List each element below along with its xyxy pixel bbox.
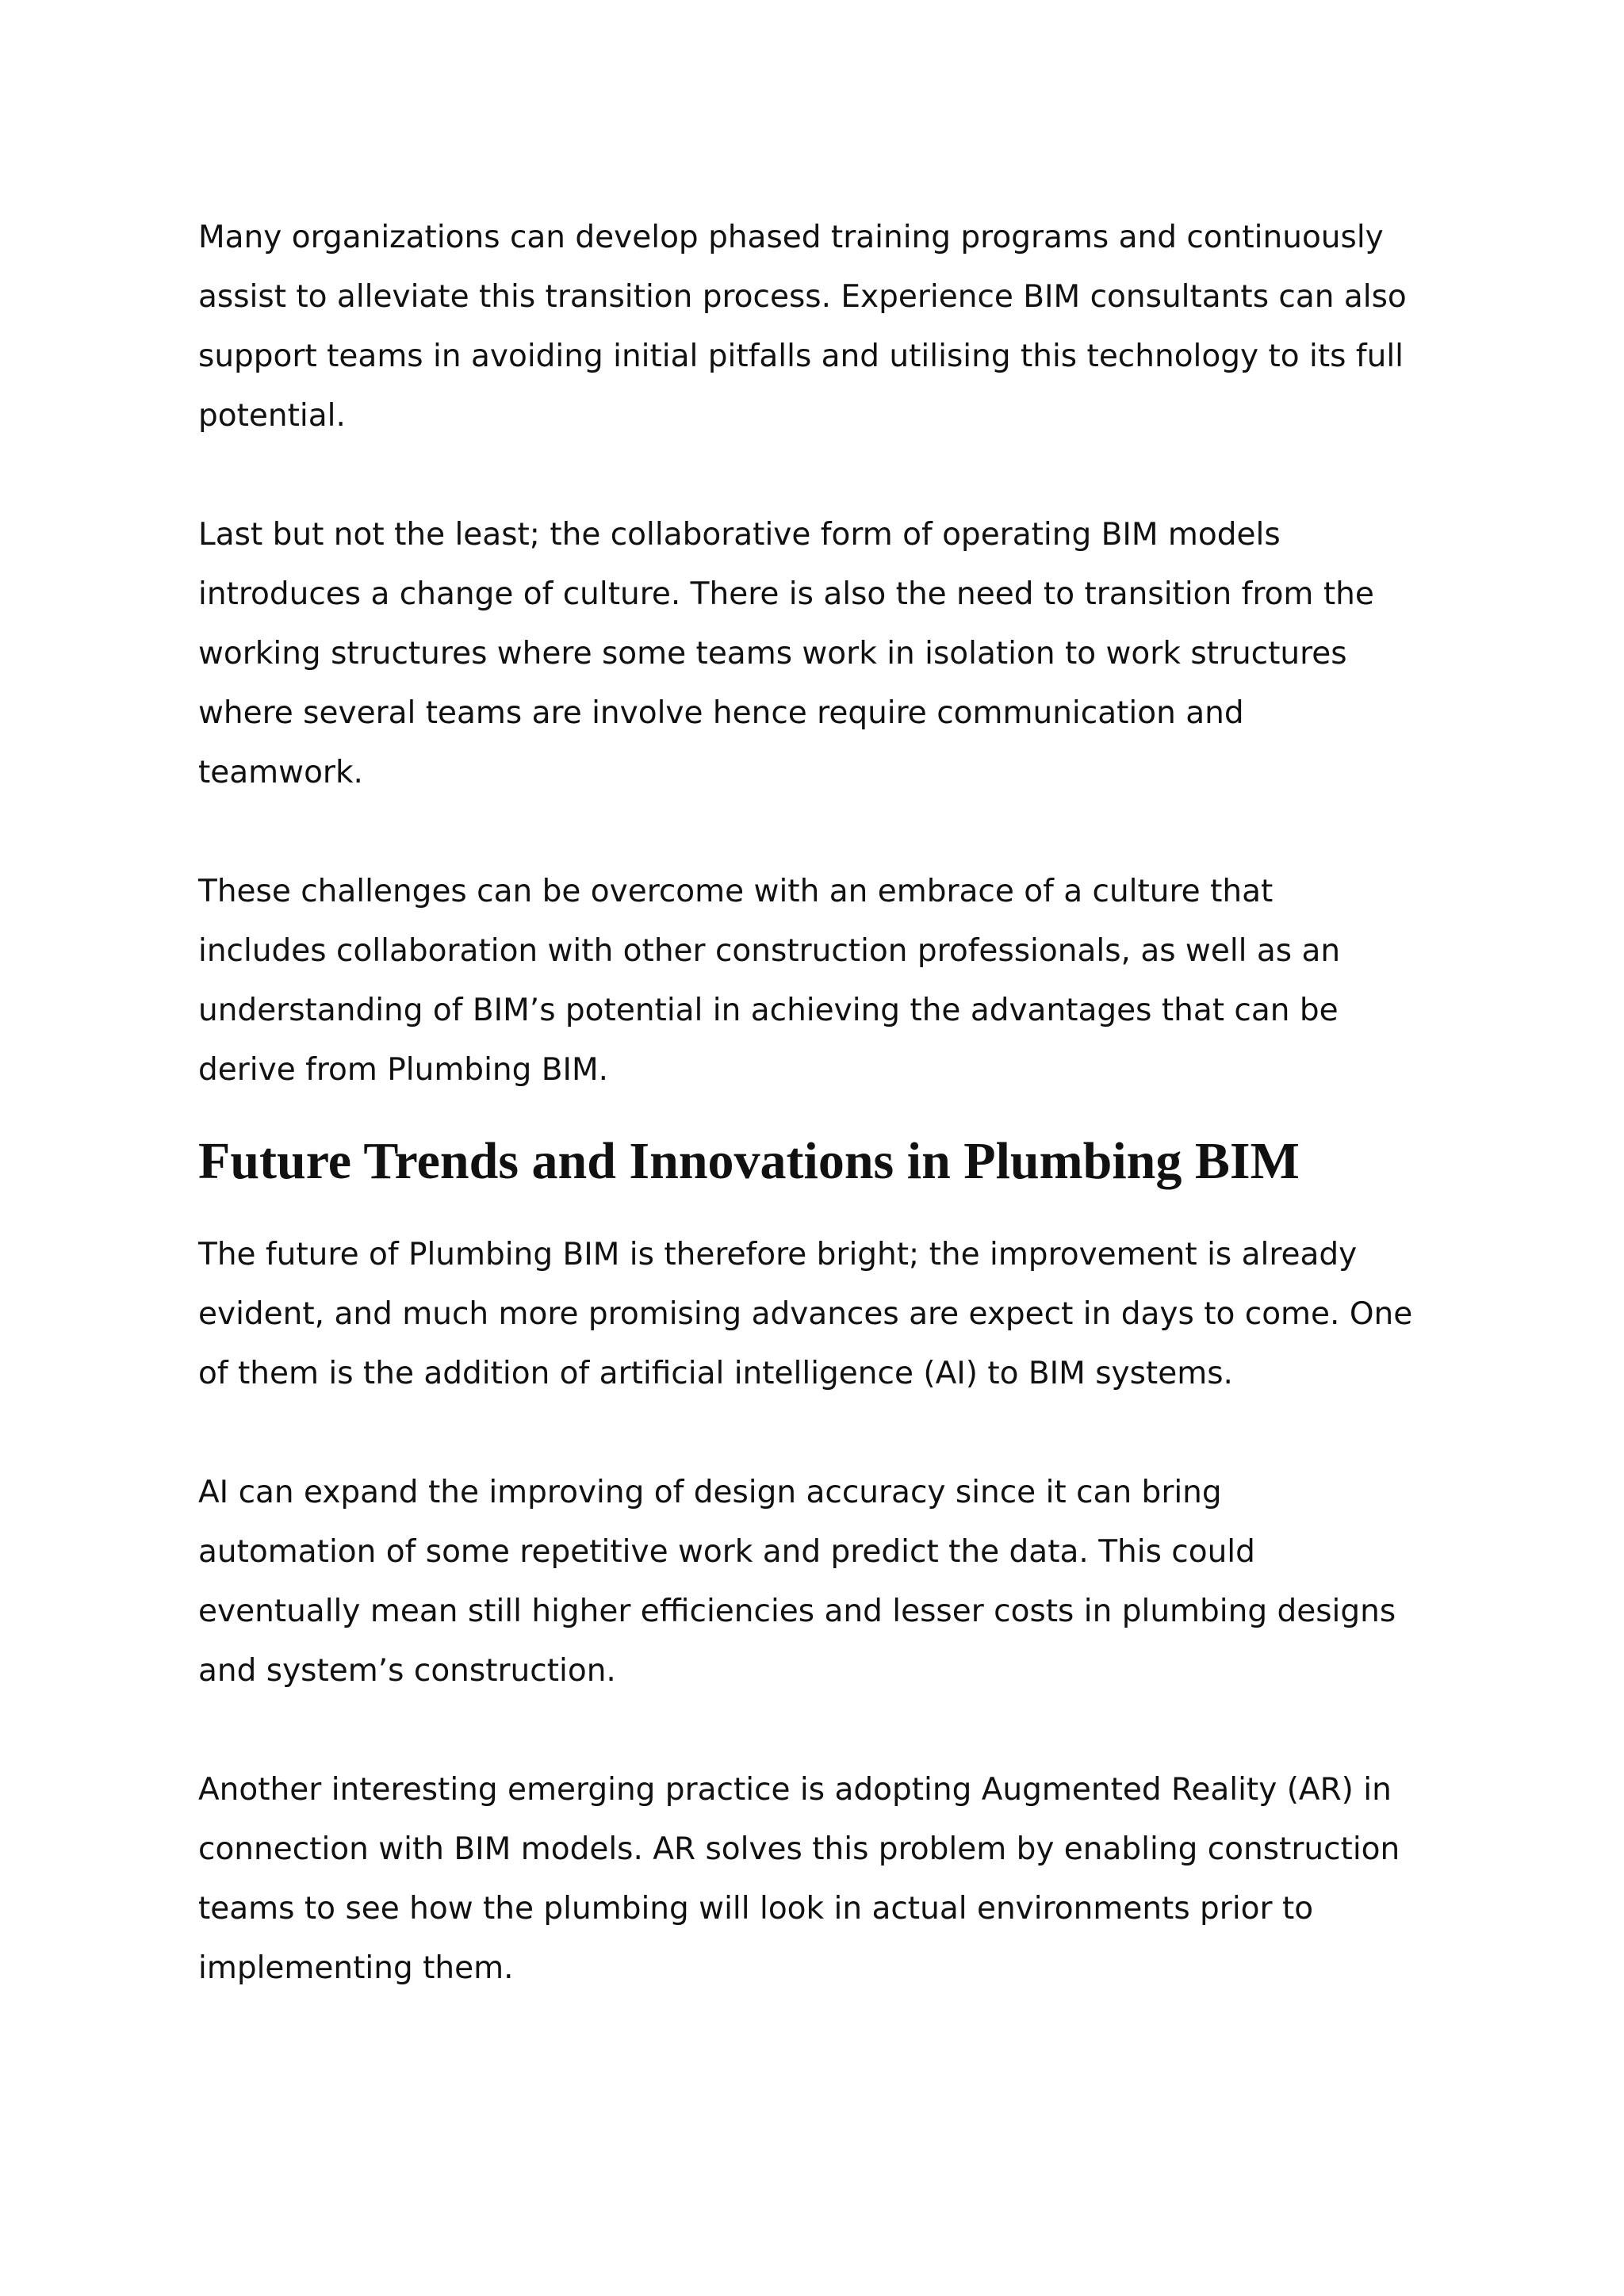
paragraph-challenges-overcome: These challenges can be overcome with an embrace of a culture that includes collaboration with other construction professionals, as well as an understanding of BIM’s potential in achieving the advantages that can be derive from Plumbing BIM. [198,874,1341,1088]
paragraph-training-programs: Many organizations can develop phased training programs and continuously assist to alleviate this transition process. Experience BIM consultants can also support teams in avoiding initial pitfalls and utilising this technology to its full potential. [198,220,1407,434]
paragraph-ai-accuracy: AI can expand the improving of design accuracy since it can bring automation of some repetitive work and predict the data. This could eventually mean still higher efficiencies and lesser costs in plumbing designs and system’s construction. [198,1475,1396,1689]
paragraph-spacer [198,1701,1451,1760]
paragraph-spacer [198,446,1451,505]
document-body [198,208,1451,1998]
paragraph-culture-change: Last but not the least; the collaborative form of operating BIM models introduces a change of culture. There is also the need to transition from the working structures where some teams work in isolation to work structures where several teams are involve hence require communication and teamwork. [198,517,1374,790]
paragraph-spacer [198,802,1451,862]
paragraph-augmented-reality: Another interesting emerging practice is adopting Augmented Reality (AR) in connection with BIM models. AR solves this problem by enabling construction teams to see how the plumbing will look in actual environments prior to implementing them. [198,1772,1400,1986]
paragraph-future-ai: The future of Plumbing BIM is therefore bright; the improvement is already evident, and much more promising advances are expect in days to come. One of them is the addition of artificial intelligence (AI) to BIM systems. [198,1237,1413,1391]
section-heading: Future Trends and Innovations in Plumbing BIM [198,1132,1300,1190]
paragraph-spacer [198,1403,1451,1463]
